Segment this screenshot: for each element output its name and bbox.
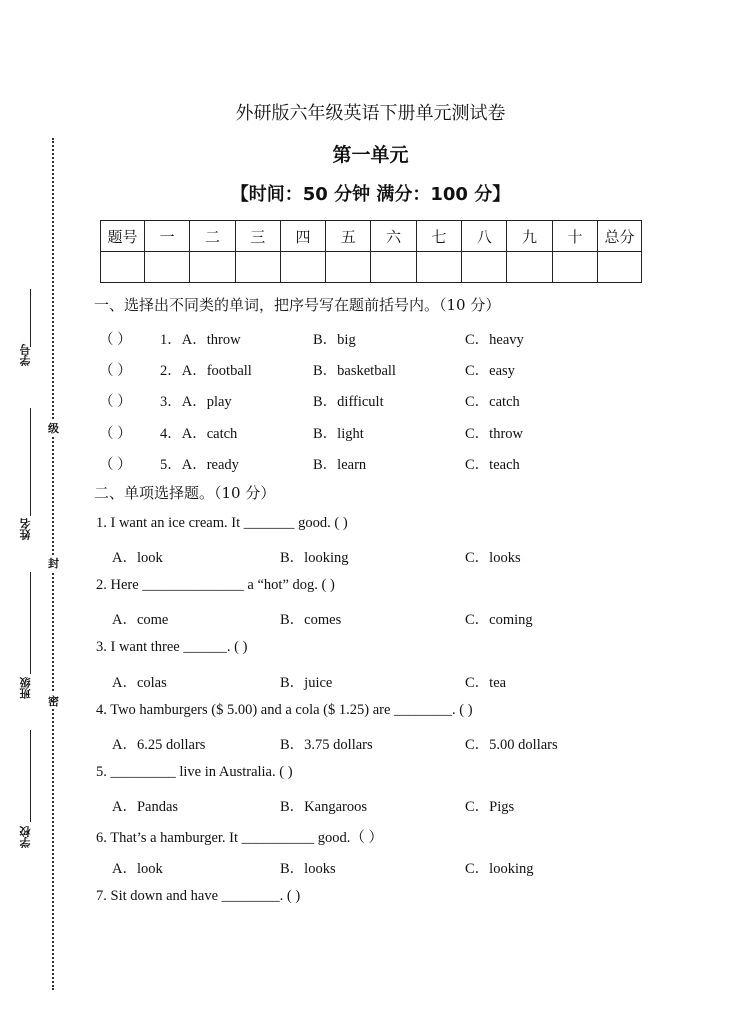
score-header-cell: 十: [552, 221, 597, 252]
s1-q1-bracket[interactable]: （ ）: [99, 332, 132, 348]
time-score-info: 【时间：50 分钟 满分：100 分】: [230, 184, 511, 205]
score-cell[interactable]: [462, 252, 507, 283]
s1-q3-option-a: 3．A．play: [160, 394, 232, 410]
s2-q4-option-b: B．3.75 dollars: [280, 737, 373, 753]
s2-q1-stem: 1. I want an ice cream. It _______ good. ( ): [96, 515, 348, 531]
s2-q4-option-c: C．5.00 dollars: [465, 737, 558, 753]
score-cell[interactable]: [326, 252, 371, 283]
s2-q1-option-b: B．looking: [280, 550, 349, 566]
score-header-cell: 六: [371, 221, 416, 252]
section2-heading: 二、单项选择题。（10 分）: [94, 484, 276, 502]
s2-q3-stem: 3. I want three ______. ( ): [96, 639, 248, 655]
s2-q5-stem: 5. _________ live in Australia. ( ): [96, 764, 293, 780]
score-header-cell: 四: [280, 221, 325, 252]
s1-q5-option-a: 5．A．ready: [160, 457, 239, 473]
s1-q4-option-c: C．throw: [465, 426, 523, 442]
s2-q1-option-c: C．looks: [465, 550, 521, 566]
seal-char-ji: 级: [48, 422, 59, 435]
score-cell[interactable]: [416, 252, 461, 283]
s2-q7-stem: 7. Sit down and have ________. ( ): [96, 888, 301, 904]
s2-q6-option-c: C．looking: [465, 861, 534, 877]
score-header-cell: 七: [416, 221, 461, 252]
s1-q4-option-a: 4．A．catch: [160, 426, 238, 442]
s2-q5-option-a: A．Pandas: [112, 799, 179, 815]
s1-q3-option-b: B．difficult: [313, 394, 384, 410]
s1-q2-bracket[interactable]: （ ）: [99, 363, 132, 379]
s2-q2-option-c: C．coming: [465, 612, 533, 628]
s2-q6-option-b: B．looks: [280, 861, 336, 877]
unit-title: 第一单元: [332, 145, 409, 166]
score-cell[interactable]: [145, 252, 190, 283]
score-cell[interactable]: [598, 252, 642, 283]
score-header-cell: 二: [190, 221, 235, 252]
score-header-cell: 五: [326, 221, 371, 252]
seal-char-mi: 密: [48, 695, 59, 708]
s2-q2-option-b: B．comes: [280, 612, 342, 628]
s2-q5-option-c: C．Pigs: [465, 799, 515, 815]
score-header-cell: 题号: [101, 221, 145, 252]
s1-q1-option-a: 1．A．throw: [160, 332, 241, 348]
s1-q2-option-c: C．easy: [465, 363, 515, 379]
s2-q6-option-a: A．look: [112, 861, 163, 877]
s2-q4-stem: 4. Two hamburgers ($ 5.00) and a cola ($ 1.25) are ________. ( ): [96, 702, 473, 718]
s1-q4-option-b: B．light: [313, 426, 364, 442]
s2-q4-option-a: A．6.25 dollars: [112, 737, 206, 753]
s1-q1-option-c: C．heavy: [465, 332, 524, 348]
s1-q4-bracket[interactable]: （ ）: [99, 426, 132, 442]
score-cell[interactable]: [371, 252, 416, 283]
score-header-cell: 八: [462, 221, 507, 252]
s2-q2-option-a: A．come: [112, 612, 169, 628]
s1-q5-option-b: B．learn: [313, 457, 367, 473]
s2-q6-stem: 6. That’s a hamburger. It __________ good.（ ）: [96, 830, 384, 846]
s1-q1-option-b: B．big: [313, 332, 356, 348]
score-cell[interactable]: [507, 252, 552, 283]
score-table-blank-row: [101, 252, 642, 283]
score-cell[interactable]: [235, 252, 280, 283]
class-label: 班级: [19, 677, 32, 699]
school-line: [30, 730, 31, 822]
name-line: [30, 408, 31, 516]
s1-q3-bracket[interactable]: （ ）: [99, 394, 132, 410]
score-header-cell: 三: [235, 221, 280, 252]
section1-heading: 一、选择出不同类的单词，把序号写在题前括号内。（10 分）: [94, 296, 501, 314]
s1-q3-option-c: C．catch: [465, 394, 520, 410]
page-title: 外研版六年级英语下册单元测试卷: [235, 103, 506, 123]
score-table-header-row: [101, 221, 642, 252]
score-cell[interactable]: [101, 252, 145, 283]
class-line: [30, 572, 31, 674]
s1-q5-option-c: C．teach: [465, 457, 520, 473]
score-cell[interactable]: [190, 252, 235, 283]
s1-q5-bracket[interactable]: （ ）: [99, 457, 132, 473]
score-cell[interactable]: [552, 252, 597, 283]
score-header-cell: 总分: [598, 221, 642, 252]
score-header-cell: 九: [507, 221, 552, 252]
s1-q2-option-b: B．basketball: [313, 363, 396, 379]
score-header-cell: 一: [145, 221, 190, 252]
s2-q2-stem: 2. Here ______________ a “hot” dog. ( ): [96, 577, 335, 593]
s2-q3-option-c: C．tea: [465, 675, 507, 691]
student-id-line: [30, 289, 31, 347]
score-table: [100, 220, 642, 283]
s2-q3-option-b: B．juice: [280, 675, 333, 691]
s1-q2-option-a: 2．A．football: [160, 363, 252, 379]
seal-char-feng: 封: [48, 557, 59, 570]
school-label: 学校: [19, 826, 32, 848]
s2-q1-option-a: A．look: [112, 550, 163, 566]
s2-q3-option-a: A．colas: [112, 675, 167, 691]
score-cell[interactable]: [280, 252, 325, 283]
student-id-label: 学号: [19, 344, 32, 366]
name-label: 姓名: [19, 518, 32, 540]
s2-q5-option-b: B．Kangaroos: [280, 799, 367, 815]
